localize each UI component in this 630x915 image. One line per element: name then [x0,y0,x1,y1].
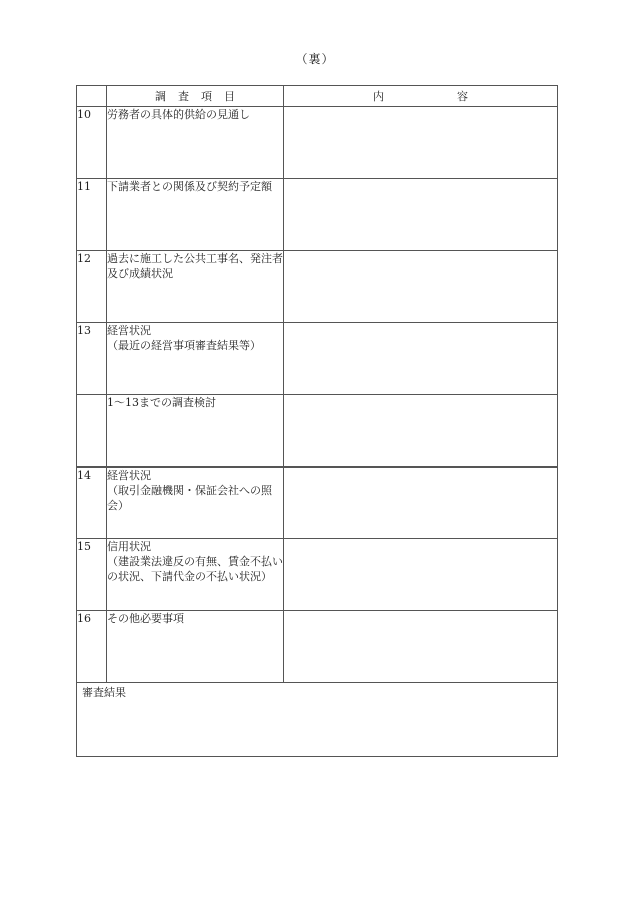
header-content-left: 内 [373,89,384,103]
header-item [107,86,284,107]
row-content[interactable] [284,323,558,395]
row-content[interactable] [284,179,558,251]
row-number [77,395,107,467]
row-number: 13 [77,323,107,395]
result-row [77,683,558,757]
row-content[interactable] [284,395,558,467]
row-content[interactable] [284,251,558,323]
row-item: 過去に施工した公共工事名、発注者及び成績状況 [107,251,284,323]
row-item: その他必要事項 [107,611,284,683]
row-item: 経営状況 （最近の経営事項審査結果等） [107,323,284,395]
result-label: 審査結果 [82,686,126,699]
row-item: 労務者の具体的供給の見通し [107,107,284,179]
row-content[interactable] [284,539,558,611]
row-number: 12 [77,251,107,323]
row-item: 信用状況 （建設業法違反の有無、賃金不払いの状況、下請代金の不払い状況） [107,539,284,611]
row-number: 14 [77,467,107,539]
table-row [77,107,558,179]
row-number: 10 [77,107,107,179]
row-item: 1〜13までの調査検討 [107,395,284,467]
row-item: 下請業者との関係及び契約予定額 [107,179,284,251]
header-number [77,86,107,107]
page-title: （裏） [295,52,335,66]
header-item-label: 調査項目 [155,89,247,103]
row-number: 11 [77,179,107,251]
table-row [77,323,558,395]
table-header-row [77,86,558,107]
row-item: 経営状況 （取引金融機関・保証会社への照会） [107,467,284,539]
table-row [77,539,558,611]
table-row [77,467,558,539]
row-number: 15 [77,539,107,611]
table-row [77,251,558,323]
table-row [77,611,558,683]
header-content [284,86,558,107]
row-number: 16 [77,611,107,683]
row-content[interactable] [284,467,558,539]
row-content[interactable] [284,107,558,179]
table-row [77,179,558,251]
survey-table [76,85,558,757]
result-cell[interactable] [77,683,558,757]
table-row [77,395,558,467]
row-content[interactable] [284,611,558,683]
header-content-right: 容 [457,89,468,103]
